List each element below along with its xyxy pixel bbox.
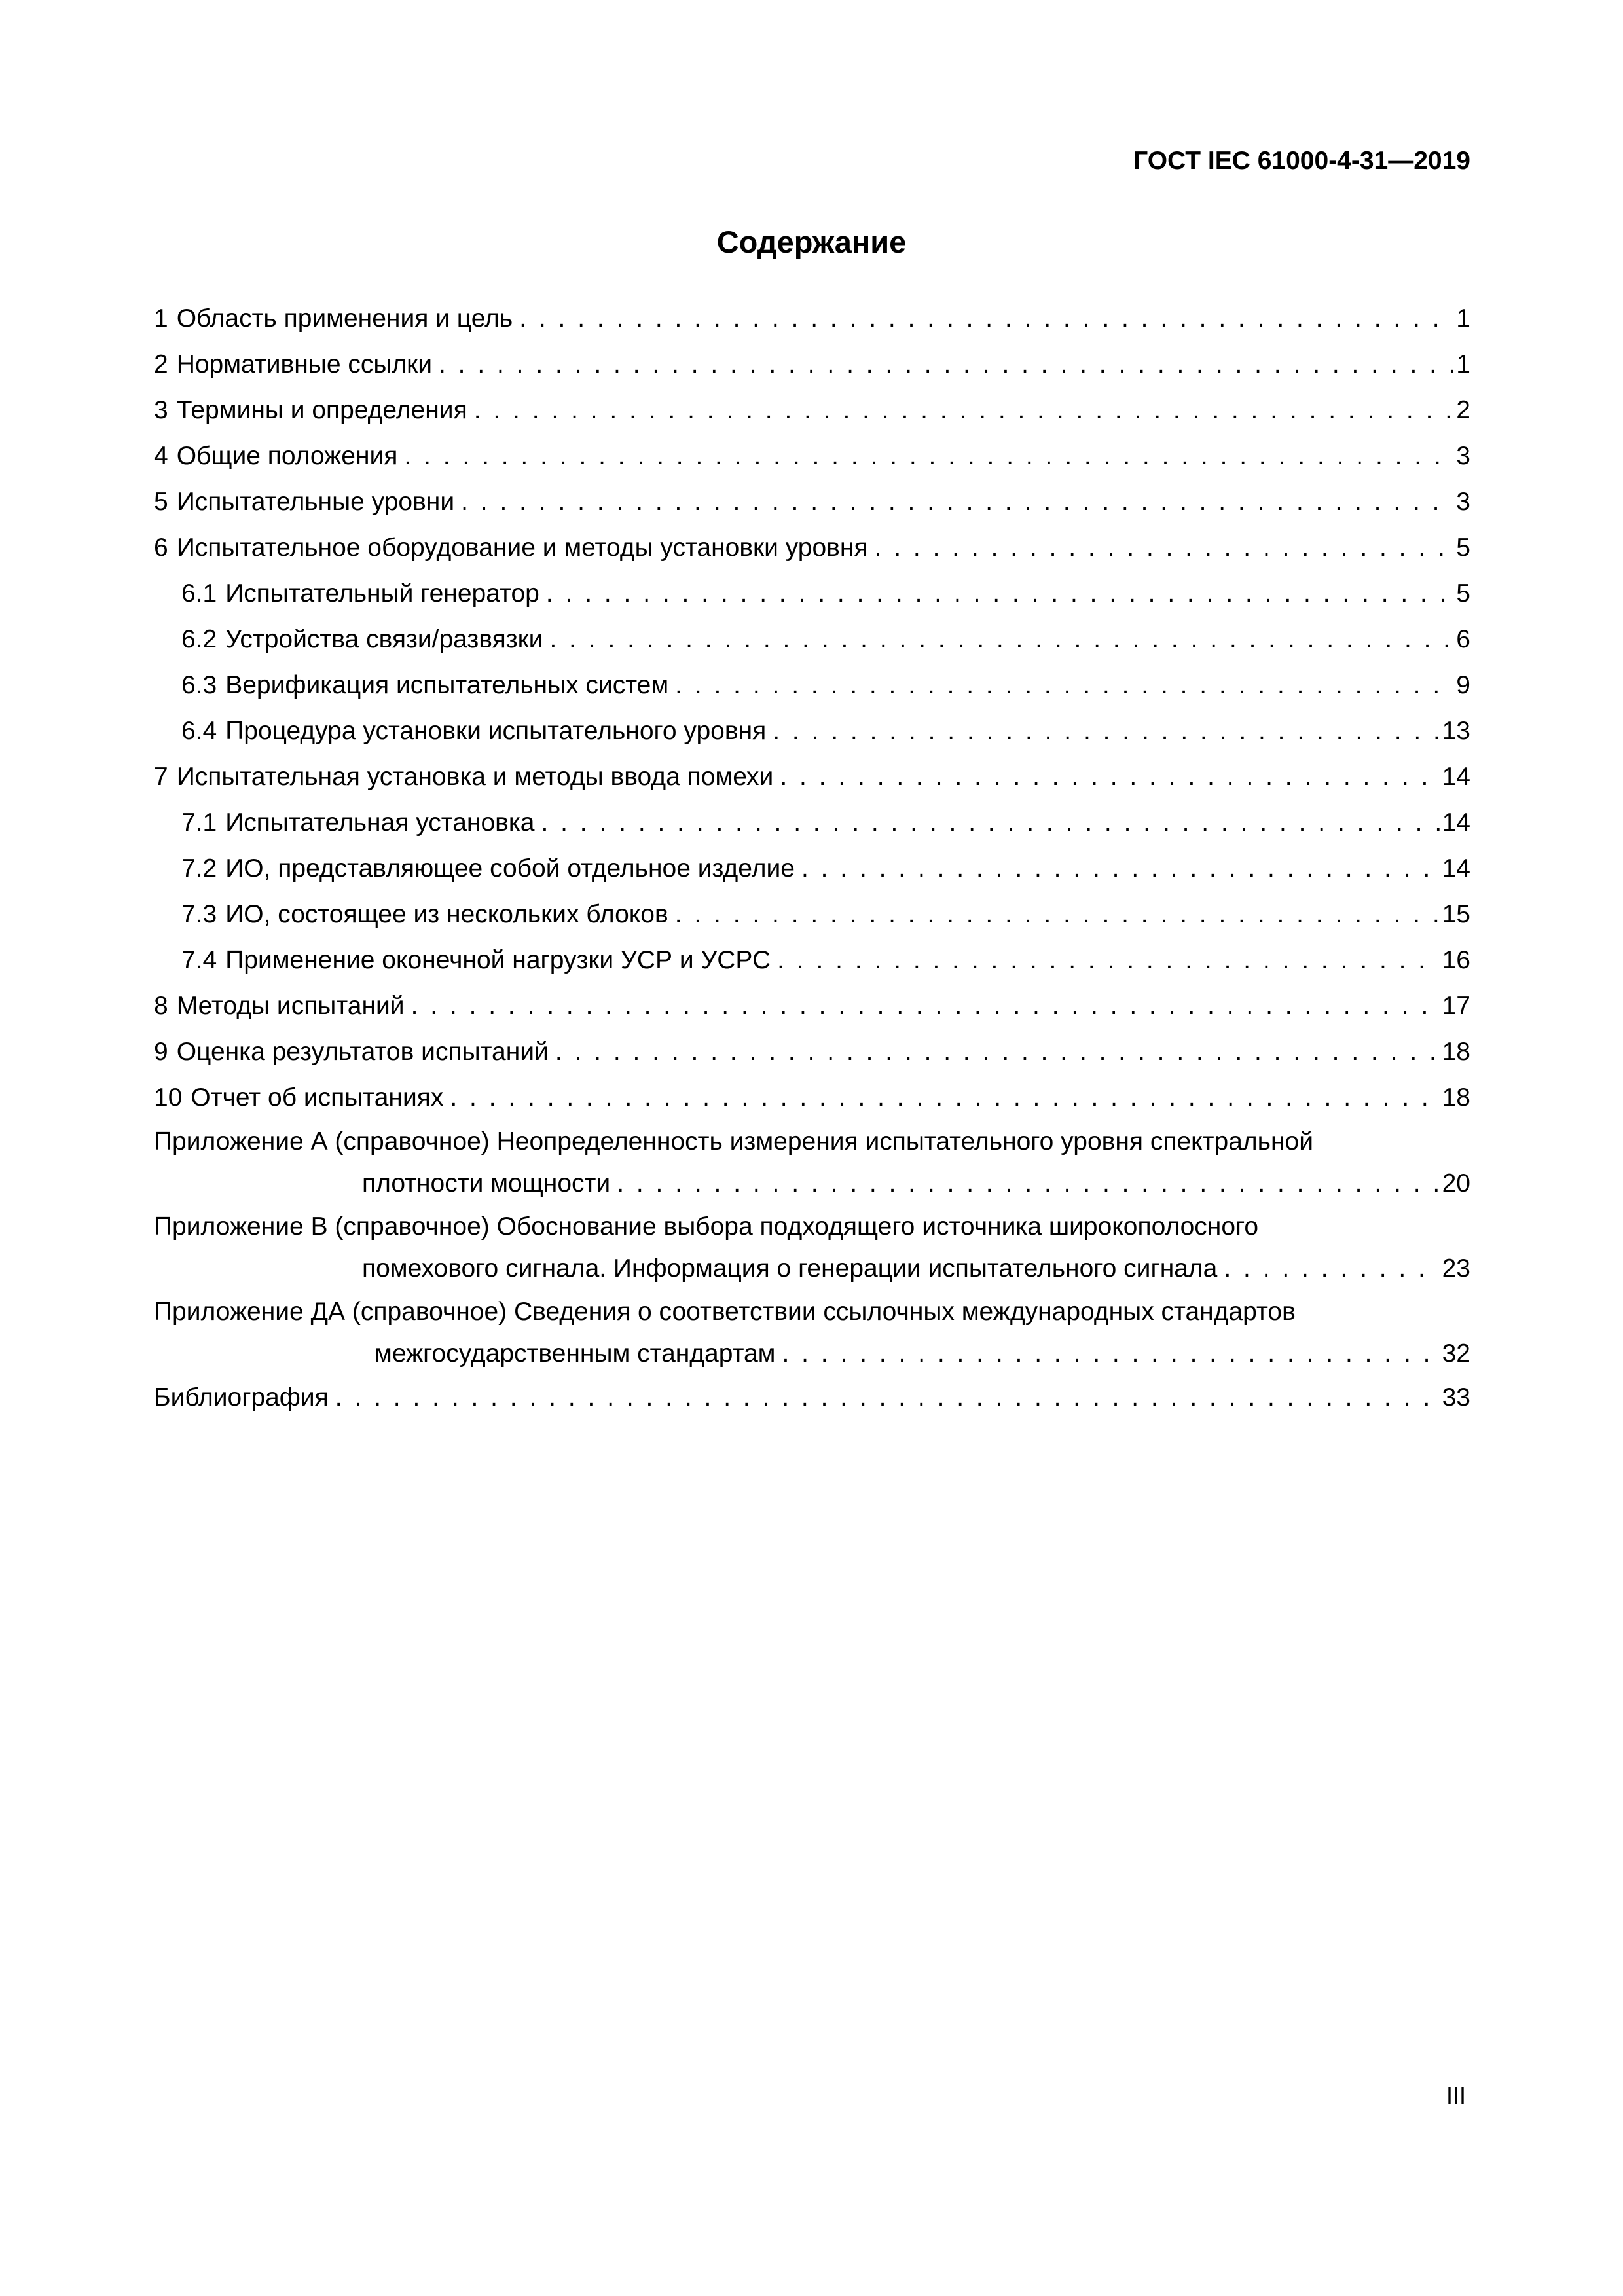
toc-entry-page: 20 <box>1442 1169 1470 1197</box>
toc-entry-4[interactable] <box>154 433 1470 479</box>
toc-entry-page: 2 <box>1456 396 1470 424</box>
dot-leader <box>546 571 1453 617</box>
toc-entry-number: 5 <box>154 488 168 516</box>
toc-entry-7-1[interactable] <box>154 800 1470 846</box>
toc-entry-8[interactable] <box>154 983 1470 1029</box>
page-number: III <box>1446 2082 1466 2109</box>
dot-leader <box>1224 1248 1439 1290</box>
toc-entry-10[interactable] <box>154 1075 1470 1121</box>
dot-leader <box>549 617 1453 663</box>
toc-entry-page: 1 <box>1456 304 1470 333</box>
toc-entry-label: Верификация испытательных систем <box>225 671 669 699</box>
toc-entry-label: Испытательная установка <box>225 809 535 837</box>
toc-entry-page: 14 <box>1442 854 1470 883</box>
toc-entry-page: 18 <box>1442 1084 1470 1112</box>
dot-leader <box>439 342 1453 388</box>
toc-entry-number: 8 <box>154 992 168 1020</box>
toc-entry-7-2[interactable] <box>154 846 1470 892</box>
toc-entry-number: 1 <box>154 304 168 333</box>
toc-entry-label: Нормативные ссылки <box>176 350 432 378</box>
toc-entry-page: 14 <box>1442 763 1470 791</box>
toc-entry-6-3[interactable] <box>154 663 1470 708</box>
toc-entry-1[interactable] <box>154 296 1470 342</box>
toc-entry-page: 1 <box>1456 350 1470 378</box>
toc-entry-number: 7 <box>154 763 168 791</box>
toc-entry-page: 17 <box>1442 992 1470 1020</box>
toc-entry-number: 9 <box>154 1038 168 1066</box>
page-title: Содержание <box>716 225 907 259</box>
dot-leader <box>875 525 1454 571</box>
toc-annex-b[interactable] <box>154 1206 1470 1248</box>
toc-entry-page: 5 <box>1456 534 1470 562</box>
toc-entry-page: 5 <box>1456 579 1470 608</box>
toc-entry-6[interactable] <box>154 525 1470 571</box>
dot-leader <box>404 433 1453 479</box>
dot-leader <box>780 754 1439 800</box>
toc-entry-number: 7.3 <box>181 900 217 928</box>
toc-entry-5[interactable] <box>154 479 1470 525</box>
toc-entry-number: 6.4 <box>181 717 217 745</box>
dot-leader <box>461 479 1453 525</box>
toc-entry-label: Процедура установки испытательного уровня <box>225 717 767 745</box>
toc-entry-page: 16 <box>1442 946 1470 974</box>
toc-entry-number: 2 <box>154 350 168 378</box>
toc-entry-page: 3 <box>1456 488 1470 516</box>
toc-entry-label: Испытательный генератор <box>225 579 539 608</box>
dot-leader <box>801 846 1440 892</box>
toc-entry-6-1[interactable] <box>154 571 1470 617</box>
toc-annex-a[interactable] <box>154 1121 1470 1163</box>
toc-entry-2[interactable] <box>154 342 1470 388</box>
toc-entry-label: Термины и определения <box>176 396 467 424</box>
toc-entry-page: 9 <box>1456 671 1470 699</box>
toc-entry-number: 4 <box>154 442 168 470</box>
toc-entry-7[interactable] <box>154 754 1470 800</box>
toc-entry-bibliography[interactable] <box>154 1375 1470 1421</box>
toc-entry-page: 14 <box>1442 809 1470 837</box>
dot-leader <box>675 663 1453 708</box>
toc-entry-number: 6.2 <box>181 625 217 653</box>
toc-entry-label: Испытательное оборудование и методы установки уровня <box>176 534 868 562</box>
toc-entry-label: Испытательные уровни <box>176 488 455 516</box>
toc-annex-title-cont: межгосударственным стандартам <box>374 1339 776 1368</box>
dot-leader <box>474 388 1454 433</box>
dot-leader <box>555 1029 1440 1075</box>
dot-leader <box>782 1333 1440 1375</box>
toc-entry-number: 7.2 <box>181 854 217 883</box>
toc-annex-da-continuation[interactable] <box>154 1333 1470 1375</box>
toc-annex-title-cont: плотности мощности <box>362 1169 611 1197</box>
toc-entry-number: 7.1 <box>181 809 217 837</box>
toc-annex-title: Приложение ДА (справочное) Сведения о соответствии ссылочных международных стандартов <box>154 1298 1296 1326</box>
dot-leader <box>541 800 1439 846</box>
toc-annex-da[interactable] <box>154 1291 1470 1333</box>
toc-entry-label: ИО, представляющее собой отдельное изделие <box>225 854 795 883</box>
dot-leader <box>335 1375 1440 1421</box>
dot-leader <box>675 892 1440 938</box>
toc-entry-number: 10 <box>154 1084 183 1112</box>
toc-entry-page: 3 <box>1456 442 1470 470</box>
toc-entry-label: Методы испытаний <box>176 992 405 1020</box>
toc-entry-label: Оценка результатов испытаний <box>176 1038 549 1066</box>
toc-entry-label: ИО, состоящее из нескольких блоков <box>225 900 668 928</box>
toc-annex-title: Приложение А (справочное) Неопределенность измерения испытательного уровня спектральной <box>154 1127 1313 1156</box>
dot-leader <box>773 708 1439 754</box>
dot-leader <box>617 1163 1439 1205</box>
table-of-contents <box>154 296 1470 1421</box>
toc-entry-page: 6 <box>1456 625 1470 653</box>
toc-entry-label: Общие положения <box>176 442 398 470</box>
dot-leader <box>411 983 1440 1029</box>
toc-entry-page: 15 <box>1442 900 1470 928</box>
dot-leader <box>519 296 1453 342</box>
toc-annex-title-cont: помехового сигнала. Информация о генерации испытательного сигнала <box>362 1254 1218 1283</box>
toc-entry-6-2[interactable] <box>154 617 1470 663</box>
toc-entry-number: 3 <box>154 396 168 424</box>
toc-entry-number: 7.4 <box>181 946 217 974</box>
toc-entry-label: Отчет об испытаниях <box>191 1084 444 1112</box>
toc-entry-label: Испытательная установка и методы ввода помехи <box>176 763 774 791</box>
toc-entry-6-4[interactable] <box>154 708 1470 754</box>
toc-entry-9[interactable] <box>154 1029 1470 1075</box>
document-header: ГОСТ IEC 61000-4-31—2019 <box>1133 147 1470 175</box>
dot-leader <box>450 1075 1439 1121</box>
toc-entry-7-3[interactable] <box>154 892 1470 938</box>
dot-leader <box>777 938 1439 983</box>
toc-entry-7-4[interactable] <box>154 938 1470 983</box>
toc-entry-label: Область применения и цель <box>176 304 513 333</box>
toc-entry-page: 23 <box>1442 1254 1470 1283</box>
toc-entry-label: Применение оконечной нагрузки УСР и УСРС <box>225 946 771 974</box>
toc-entry-label: Устройства связи/развязки <box>225 625 543 653</box>
toc-entry-3[interactable] <box>154 388 1470 433</box>
toc-entry-page: 13 <box>1442 717 1470 745</box>
toc-entry-page: 32 <box>1442 1339 1470 1368</box>
toc-entry-number: 6.1 <box>181 579 217 608</box>
toc-entry-page: 33 <box>1442 1383 1470 1412</box>
toc-entry-label: Библиография <box>154 1383 329 1412</box>
toc-annex-title: Приложение В (справочное) Обоснование выбора подходящего источника широкополосного <box>154 1212 1259 1241</box>
toc-entry-number: 6.3 <box>181 671 217 699</box>
toc-entry-number: 6 <box>154 534 168 562</box>
toc-annex-b-continuation[interactable] <box>154 1248 1470 1290</box>
toc-annex-a-continuation[interactable] <box>154 1163 1470 1205</box>
toc-entry-page: 18 <box>1442 1038 1470 1066</box>
